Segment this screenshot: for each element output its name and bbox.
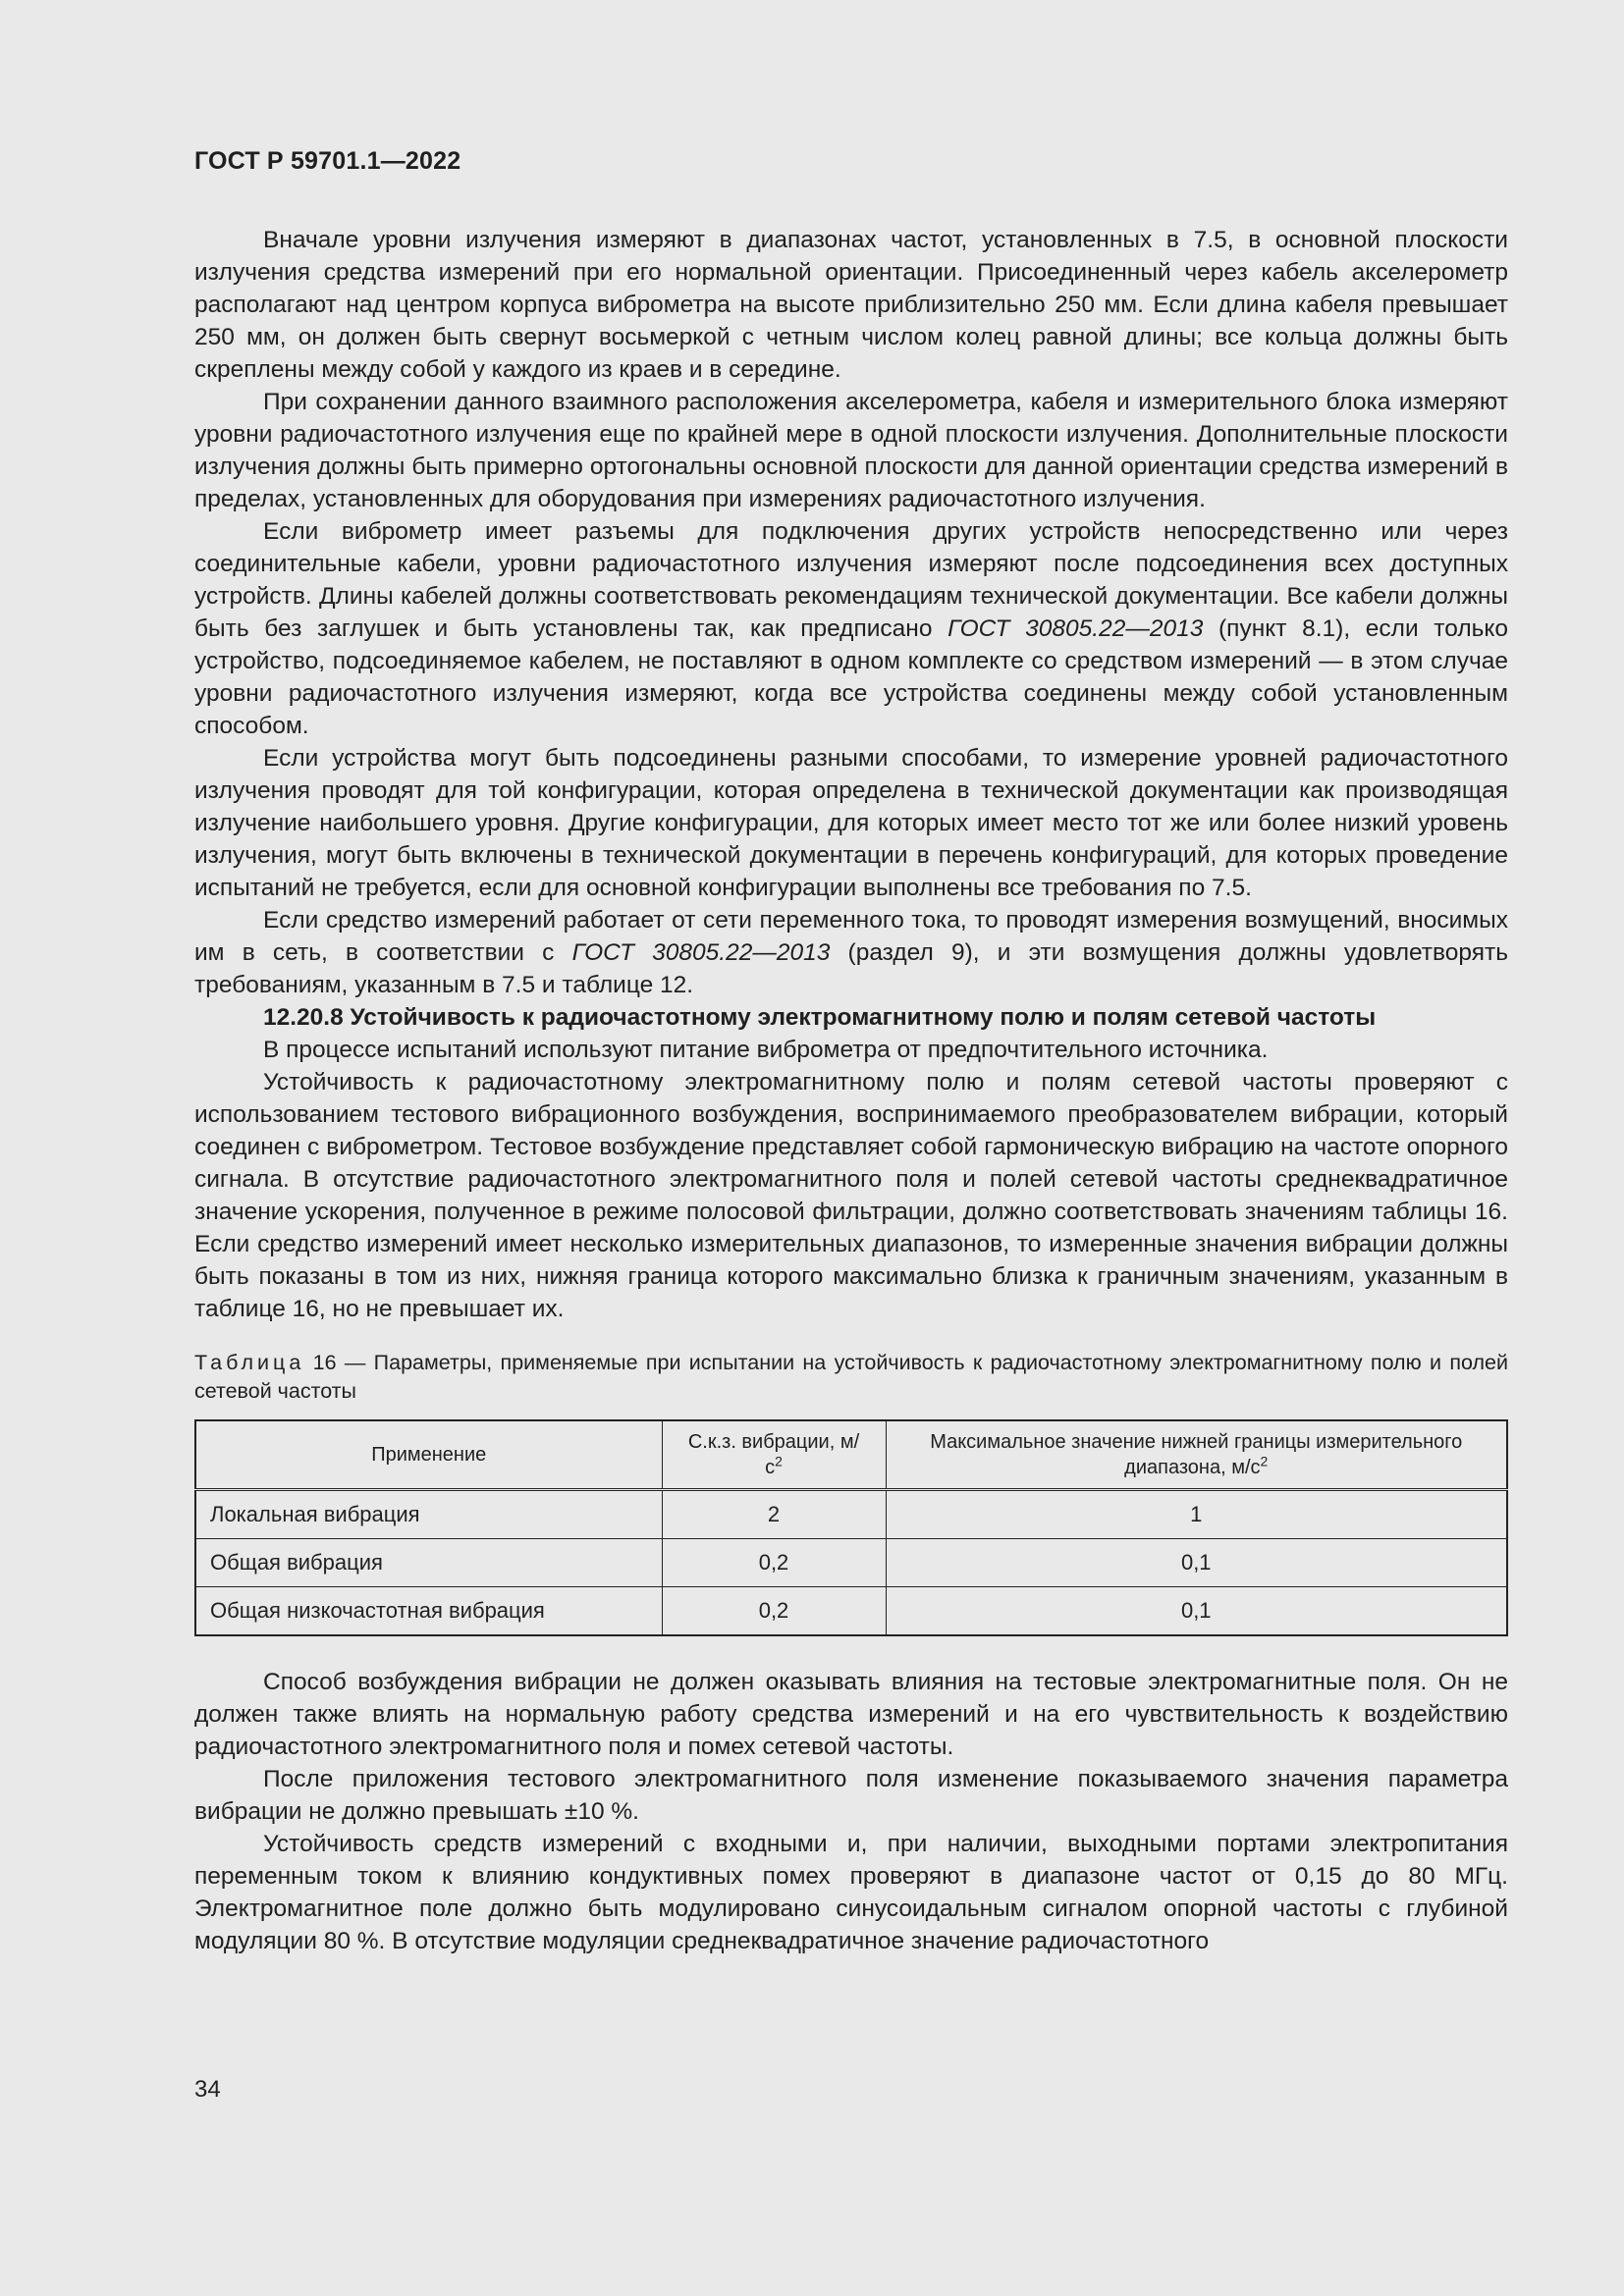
paragraph-text: Если средство измерений работает от сети переменного тока, то проводят измерения возмущений, вносимых им в сеть, в соответствии с (194, 907, 1508, 966)
paragraph: В процессе испытаний используют питание виброметра от предпочтительного источника. (263, 1037, 1269, 1063)
paragraph: Устойчивость средств измерений с входными и, при наличии, выходными портами электропитания переменным током к влиянию кондуктивных помех проверяют в диапазоне частот от 0,15 до 80 МГц. Электромагнитное поле должно быть модулировано синусоидальным сигналом опорной частоты с глубиной модуляции 80 %. В отсутствие модуляции среднеквадратичное значение радиочастотного (194, 1831, 1508, 1954)
cell-rms: 0,2 (662, 1587, 886, 1636)
cell-rms: 2 (662, 1490, 886, 1539)
paragraph: Если устройства могут быть подсоединены разными способами, то измерение уровней радиочастотного излучения проводят для той конфигурации, которая определена в технической документации как производящая излучение наибольшего уровня. Другие конфигурации, для которых имеет место тот же или более низкий уровень излучения, могут быть включены в технической документации в перечень конфигураций, для которых проведение испытаний не требуется, если для основной конфигурации выполнены все требования по 7.5. (194, 745, 1508, 901)
cell-application: Локальная вибрация (195, 1490, 662, 1539)
table-row (195, 1490, 1507, 1539)
paragraph (194, 515, 1508, 742)
table-header-row (195, 1420, 1507, 1490)
paragraph (194, 904, 1508, 1001)
document-header: ГОСТ Р 59701.1—2022 (194, 147, 461, 175)
paragraph-text: Если виброметр имеет разъемы для подключения других устройств непосредственно или через соединительные кабели, уровни радиочастотного излучения измеряют после подсоединения всех доступных устройств. Длины кабелей должны соответствовать рекомендациям технической документации. Все кабели должны быть без заглушек и быть установлены так, как предписано (194, 518, 1508, 642)
column-header-application: Применение (195, 1420, 662, 1490)
table-caption (194, 1349, 1508, 1406)
table-row (195, 1539, 1507, 1587)
standard-reference: ГОСТ 30805.22—2013 (571, 939, 831, 966)
paragraph: Устойчивость к радиочастотному электромагнитному полю и полям сетевой частоты проверяют с использованием тестового вибрационного возбуждения, воспринимаемого преобразователем вибрации, который соединен с виброметром. Тестовое возбуждение представляет собой гармоническую вибрацию на частоте опорного сигнала. В отсутствие радиочастотного электромагнитного поля и полей сетевой частоты среднеквадратичное значение ускорения, полученное в режиме полосовой фильтрации, должно соответствовать значениям таблицы 16. Если средство измерений имеет несколько измерительных диапазонов, то измеренные значения вибрации должны быть показаны в том из них, нижняя граница которого максимально близка к граничным значениям, указанным в таблице 16, но не превышает их. (194, 1069, 1508, 1322)
column-header-rms: С.к.з. вибрации, $м/с^2$ (662, 1420, 886, 1490)
cell-rms: 0,2 (662, 1539, 886, 1587)
table-row (195, 1587, 1507, 1636)
table-label: Таблица (194, 1351, 305, 1374)
cell-application: Общая низкочастотная вибрация (195, 1587, 662, 1636)
standard-reference: ГОСТ 30805.22—2013 (947, 615, 1204, 642)
cell-range-limit: 0,1 (886, 1539, 1507, 1587)
paragraph: При сохранении данного взаимного расположения акселерометра, кабеля и измерительного блока измеряют уровни радиочастотного излучения еще по крайней мере в одной плоскости излучения. Дополнительные плоскости излучения должны быть примерно ортогональны основной плоскости для данной ориентации средства измерений в пределах, установленных для оборудования при измерениях радиочастотного излучения. (194, 389, 1508, 512)
column-header-range-limit: Максимальное значение нижней границы измерительного диапазона, $м/с^2$ (886, 1420, 1507, 1490)
section-heading: 12.20.8 Устойчивость к радиочастотному электромагнитному полю и полям сетевой частоты (263, 1004, 1377, 1031)
paragraph-text: (раздел 9), и эти возмущения должны удовлетворять требованиям, указанным в 7.5 и таблице 12. (194, 939, 1508, 998)
table-caption-text: 16 — Параметры, применяемые при испытании на устойчивость к радиочастотному электромагнитному полю и полей сетевой частоты (194, 1351, 1508, 1403)
paragraph: Вначале уровни излучения измеряют в диапазонах частот, установленных в 7.5, в основной плоскости излучения средства измерений при его нормальной ориентации. Присоединенный через кабель акселерометр располагают над центром корпуса виброметра на высоте приблизительно 250 мм. Если длина кабеля превышает 250 мм, он должен быть свернут восьмеркой с четным числом колец равной длины; все кольца должны быть скреплены между собой у каждого из краев и в середине. (194, 227, 1508, 383)
page-number: 34 (194, 2076, 221, 2103)
parameters-table (194, 1419, 1508, 1636)
cell-range-limit: 1 (886, 1490, 1507, 1539)
cell-range-limit: 0,1 (886, 1587, 1507, 1636)
page-body (194, 224, 1508, 1957)
paragraph: Способ возбуждения вибрации не должен оказывать влияния на тестовые электромагнитные поля. Он не должен также влиять на нормальную работу средства измерений и на его чувствительность к воздействию радиочастотного электромагнитного поля и помех сетевой частоты. (194, 1669, 1508, 1760)
paragraph: После приложения тестового электромагнитного поля изменение показываемого значения параметра вибрации не должно превышать ±10 %. (194, 1766, 1508, 1825)
cell-application: Общая вибрация (195, 1539, 662, 1587)
post-table-text (194, 1666, 1508, 1957)
paragraph-text: (пункт 8.1), если только устройство, подсоединяемое кабелем, не поставляют в одном комплекте со средством измерений — в этом случае уровни радиочастотного излучения измеряют, когда все устройства соединены между собой установленным способом. (194, 615, 1508, 739)
